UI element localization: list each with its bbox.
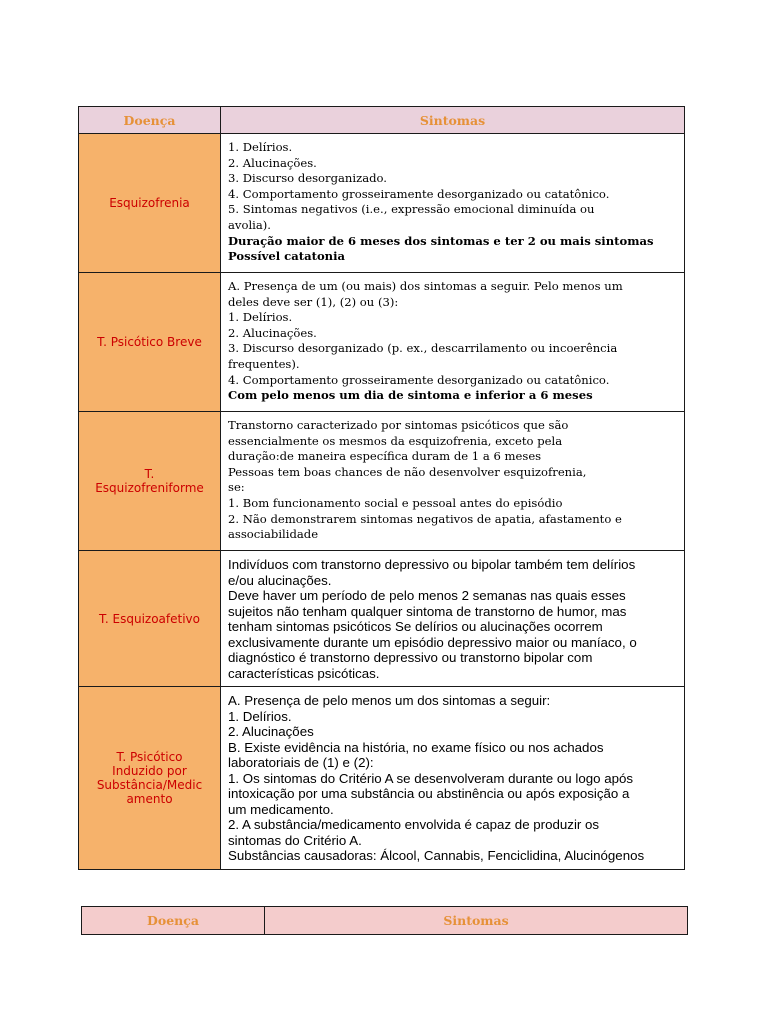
disease-name-line: Esquizofreniforme [95,481,204,495]
symptom-line: 1. Bom funcionamento social e pessoal antes do episódio [228,495,563,510]
table-row [79,687,685,870]
symptom-line: 2. Alucinações [228,724,314,739]
symptom-line: frequentes). [228,356,300,371]
table-row [79,273,685,412]
symptoms-cell [221,687,685,870]
symptom-line-bold: Duração maior de 6 meses dos sintomas e ter 2 ou mais sintomas [228,233,654,248]
symptom-line: Substâncias causadoras: Álcool, Cannabis, Fenciclidina, Alucinógenos [228,848,645,863]
disease-cell: Esquizofrenia [79,134,221,273]
symptom-line: características psicóticas. [228,665,380,681]
symptom-line: 2. Alucinações. [228,325,317,340]
table-row [79,412,685,551]
symptom-line: laboratoriais de (1) e (2): [228,755,374,770]
symptom-line: um medicamento. [228,801,334,817]
symptoms-cell [221,134,685,273]
symptom-line: A. Presença de pelo menos um dos sintomas a seguir: [228,693,551,708]
disease-name-line: Substância/Medic [96,778,203,792]
disease-name-line: T. [144,467,155,481]
symptom-line: 2. A substância/medicamento envolvida é capaz de produzir os [228,817,600,832]
disease-name-line: amento [126,792,173,806]
symptom-line: A. Presença de um (ou mais) dos sintomas a seguir. Pelo menos um [228,279,623,293]
header-disease: Doença [79,107,221,134]
symptom-line: 1. Os sintomas do Critério A se desenvolveram durante ou logo após [228,770,634,786]
symptom-line: tenham sintomas psicóticos Se delírios ou alucinações ocorrem [228,619,603,634]
symptom-line: exclusivamente durante um episódio depressivo maior ou maníaco, o [228,634,637,650]
symptom-line: Indivíduos com transtorno depressivo ou bipolar também tem delírios [228,557,636,572]
symptom-line: essencialmente os mesmos da esquizofrenia, exceto pela [228,433,563,448]
symptom-line: deles deve ser (1), (2) ou (3): [228,294,399,309]
symptoms-cell [221,412,685,551]
disease-cell [79,412,221,551]
symptom-line: 2. Alucinações. [228,155,317,170]
symptom-line: associabilidade [228,527,319,542]
symptom-line: Transtorno caracterizado por sintomas psicóticos que são [228,418,569,432]
symptom-line: 1. Delírios. [228,140,293,154]
disease-name-line: T. Psicótico [116,750,183,764]
symptom-line: 1. Delírios. [228,708,292,724]
symptom-line: 3. Discurso desorganizado. [228,171,387,186]
disease-name-line: Induzido por [112,764,187,778]
symptom-line: e/ou alucinações. [228,572,332,588]
symptoms-cell [221,273,685,412]
symptom-line: sintomas do Critério A. [228,832,362,848]
symptom-line-bold: Com pelo menos um dia de sintoma e inferior a 6 meses [228,388,593,403]
header-disease: Doença [82,907,265,935]
symptom-line: 4. Comportamento grosseiramente desorganizado ou catatônico. [228,186,610,201]
symptom-line-bold: Possível catatonia [228,249,346,264]
table-row [79,551,685,687]
table-header-row [82,907,688,935]
header-symptoms: Sintomas [221,107,685,134]
header-symptoms: Sintomas [265,907,688,935]
symptom-line: duração:de maneira específica duram de 1 a 6 meses [228,449,542,464]
symptom-line: se: [228,480,245,495]
symptom-line: intoxicação por uma substância ou abstinência ou após exposição a [228,786,630,801]
symptom-line: 5. Sintomas negativos (i.e., expressão emocional diminuída ou [228,202,595,217]
symptom-line: Pessoas tem boas chances de não desenvolver esquizofrenia, [228,464,587,479]
disorders-table-2 [81,906,688,935]
table-header-row [79,107,685,134]
symptom-line: Deve haver um período de pelo menos 2 semanas nas quais esses [228,588,626,603]
symptom-line: sujeitos não tenham qualquer sintoma de transtorno de humor, mas [228,603,627,619]
symptom-line: 4. Comportamento grosseiramente desorganizado ou catatônico. [228,372,610,387]
disease-cell: T. Psicótico Breve [79,273,221,412]
disease-cell [79,687,221,870]
symptom-line: 1. Delírios. [228,310,293,325]
symptom-line: 2. Não demonstrarem sintomas negativos de apatia, afastamento e [228,511,622,526]
disease-cell: T. Esquizoafetivo [79,551,221,687]
symptoms-cell [221,551,685,687]
symptom-line: 3. Discurso desorganizado (p. ex., descarrilamento ou incoerência [228,341,618,356]
table-row [79,134,685,273]
symptom-line: diagnóstico é transtorno depressivo ou transtorno bipolar com [228,650,593,665]
symptom-line: avolia). [228,217,271,232]
disorders-table [78,106,685,870]
symptom-line: B. Existe evidência na história, no exame físico ou nos achados [228,739,604,755]
